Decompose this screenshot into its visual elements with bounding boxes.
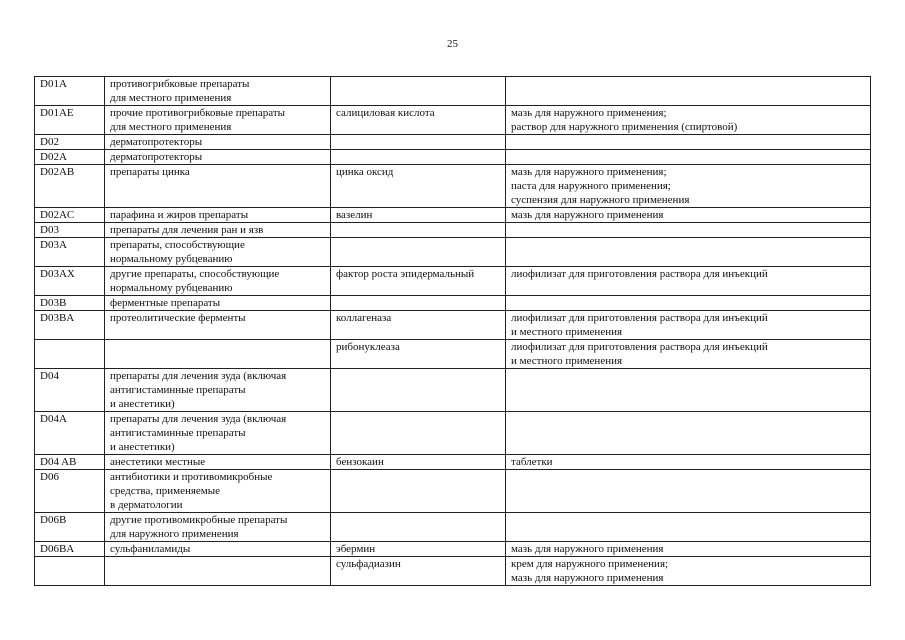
table-row [35,296,871,311]
page-number: 25 [447,38,458,50]
table-row [35,238,871,267]
drug-name-cell [331,238,506,267]
table-row [35,165,871,208]
atc-code-cell: D02AC [35,208,105,223]
group-name-cell: другие противомикробные препараты для наружного применения [105,513,331,542]
drug-name-cell [331,513,506,542]
table-row [35,340,871,369]
dosage-form-cell [506,77,871,106]
drug-name-cell [331,150,506,165]
group-name-cell: прочие противогрибковые препараты для местного применения [105,106,331,135]
dosage-form-cell: мазь для наружного применения [506,208,871,223]
atc-code-cell: D02A [35,150,105,165]
dosage-form-cell: таблетки [506,455,871,470]
drug-name-cell: эбермин [331,542,506,557]
atc-code-cell: D03BA [35,311,105,340]
table-row [35,542,871,557]
group-name-cell: парафина и жиров препараты [105,208,331,223]
dosage-form-cell: мазь для наружного применения; раствор для наружного применения (спиртовой) [506,106,871,135]
atc-code-cell [35,340,105,369]
atc-code-cell: D02 [35,135,105,150]
drug-name-cell: фактор роста эпидермальный [331,267,506,296]
dosage-form-cell [506,513,871,542]
group-name-cell: препараты для лечения зуда (включая антигистаминные препараты и анестетики) [105,412,331,455]
atc-code-cell: D06B [35,513,105,542]
group-name-cell: препараты для лечения зуда (включая антигистаминные препараты и анестетики) [105,369,331,412]
group-name-cell: анестетики местные [105,455,331,470]
table-row [35,557,871,586]
dosage-form-cell [506,150,871,165]
dosage-form-cell [506,470,871,513]
group-name-cell: протеолитические ферменты [105,311,331,340]
dosage-form-cell: лиофилизат для приготовления раствора для инъекций и местного применения [506,340,871,369]
table-row [35,412,871,455]
dosage-form-cell: крем для наружного применения; мазь для наружного применения [506,557,871,586]
atc-code-cell: D03B [35,296,105,311]
atc-code-cell: D03 [35,223,105,238]
drug-name-cell [331,77,506,106]
table-row [35,311,871,340]
dosage-form-cell: мазь для наружного применения; паста для наружного применения; суспензия для наружного применения [506,165,871,208]
atc-code-cell: D04A [35,412,105,455]
atc-code-cell [35,557,105,586]
atc-code-cell: D04 [35,369,105,412]
group-name-cell: сульфаниламиды [105,542,331,557]
group-name-cell: ферментные препараты [105,296,331,311]
group-name-cell: препараты, способствующие нормальному рубцеванию [105,238,331,267]
drug-name-cell: салициловая кислота [331,106,506,135]
dosage-form-cell: мазь для наружного применения [506,542,871,557]
dosage-form-cell [506,135,871,150]
dosage-form-cell [506,238,871,267]
dosage-form-cell [506,369,871,412]
drug-name-cell [331,412,506,455]
drug-name-cell [331,296,506,311]
atc-code-cell: D06 [35,470,105,513]
group-name-cell: препараты цинка [105,165,331,208]
table-row [35,470,871,513]
drug-classification-table [34,76,871,586]
drug-name-cell: коллагеназа [331,311,506,340]
group-name-cell: антибиотики и противомикробные средства, применяемые в дерматологии [105,470,331,513]
table-row [35,369,871,412]
atc-code-cell: D04 AB [35,455,105,470]
table-row [35,77,871,106]
drug-name-cell: бензокаин [331,455,506,470]
group-name-cell: противогрибковые препараты для местного применения [105,77,331,106]
dosage-form-cell [506,223,871,238]
drug-name-cell: цинка оксид [331,165,506,208]
table-row [35,208,871,223]
drug-name-cell [331,369,506,412]
group-name-cell [105,557,331,586]
table-row [35,135,871,150]
table-row [35,150,871,165]
table-row [35,455,871,470]
atc-code-cell: D06BA [35,542,105,557]
drug-name-cell [331,135,506,150]
drug-name-cell: сульфадиазин [331,557,506,586]
drug-name-cell [331,470,506,513]
table-row [35,106,871,135]
table-row [35,513,871,542]
group-name-cell [105,340,331,369]
drug-name-cell: вазелин [331,208,506,223]
table-row [35,267,871,296]
dosage-form-cell: лиофилизат для приготовления раствора для инъекций и местного применения [506,311,871,340]
atc-code-cell: D01A [35,77,105,106]
dosage-form-cell [506,296,871,311]
dosage-form-cell: лиофилизат для приготовления раствора для инъекций [506,267,871,296]
atc-code-cell: D02AB [35,165,105,208]
dosage-form-cell [506,412,871,455]
group-name-cell: другие препараты, способствующие нормальному рубцеванию [105,267,331,296]
drug-name-cell [331,223,506,238]
group-name-cell: препараты для лечения ран и язв [105,223,331,238]
group-name-cell: дерматопротекторы [105,150,331,165]
group-name-cell: дерматопротекторы [105,135,331,150]
atc-code-cell: D03AX [35,267,105,296]
atc-code-cell: D03A [35,238,105,267]
table-row [35,223,871,238]
drug-name-cell: рибонуклеаза [331,340,506,369]
atc-code-cell: D01AE [35,106,105,135]
